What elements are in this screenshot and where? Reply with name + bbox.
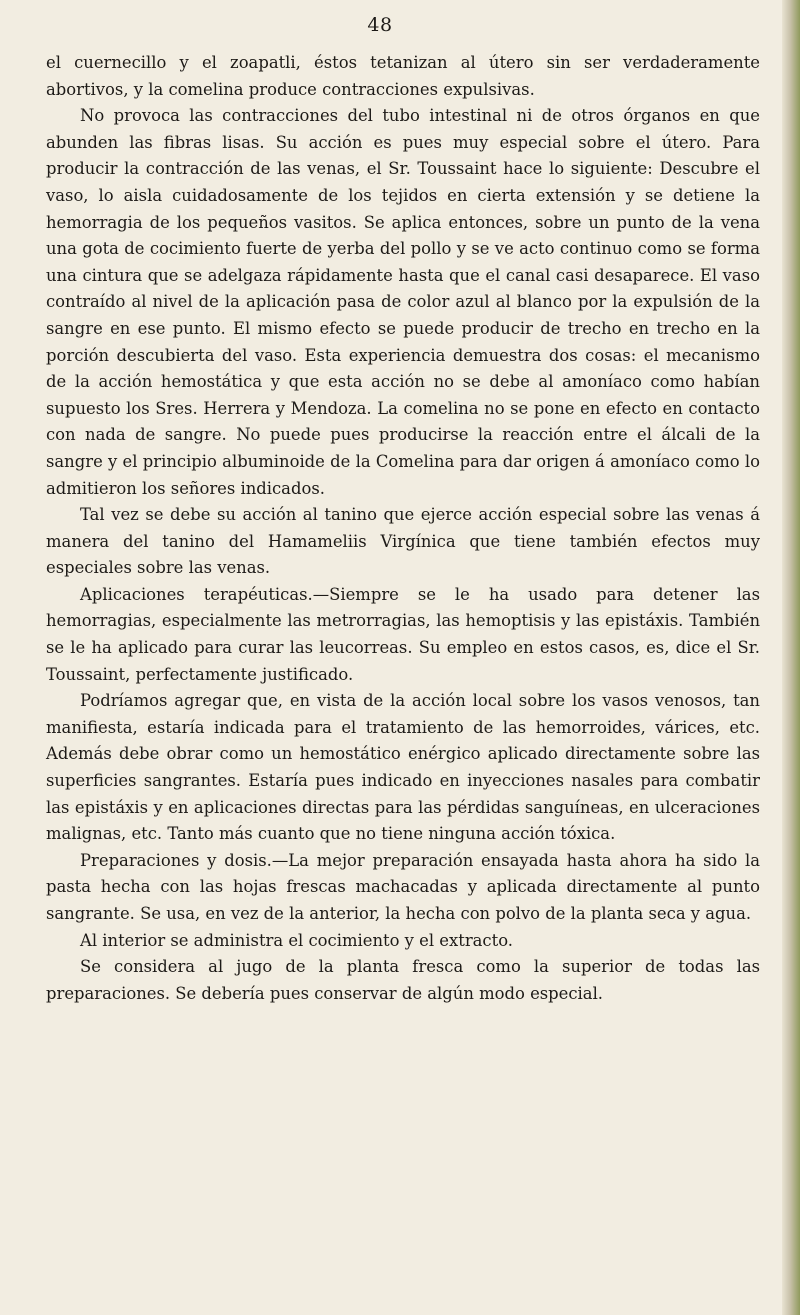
page-number: 48 xyxy=(367,14,393,36)
paragraph-2: No provoca las contracciones del tubo intestinal ni de otros órganos en que abunden las fibras lisas. Su acción es pues muy especial sobre el útero. Para producir la contracción de las venas, el Sr. Toussaint hace lo siguiente: Descubre el vaso, lo aisla cuidadosamente de los tejidos en cierta extensión y se detiene la hemorragia de los pequeños vasitos. Se aplica entonces, sobre un punto de la vena una gota de cocimiento fuerte de yerba del pollo y se ve acto continuo como se forma una cintura que se adelgaza rápidamente hasta que el canal casi desaparece. El vaso contraído al nivel de la aplicación pasa de color azul al blanco por la expulsión de la sangre en ese punto. El mismo efecto se puede producir de trecho en trecho en la porción descubierta del vaso. Esta experiencia demuestra dos cosas: el mecanismo de la acción hemostática y que esta acción no se debe al amoníaco como habían supuesto los Sres. Herrera y Mendoza. La comelina no se pone en efecto en contacto con nada de sangre. No puede pues producirse la reacción entre el álcali de la sangre y el principio albuminoide de la Comelina para dar origen á amoníaco como lo admitieron los señores indicados. xyxy=(46,106,760,498)
page-edge xyxy=(782,0,800,1315)
paragraph-8: Se considera al jugo de la planta fresca como la superior de todas las preparaciones. Se debería pues conservar de algún modo especial. xyxy=(46,957,760,1003)
paragraph-4: Aplicaciones terapéuticas.—Siempre se le ha usado para detener las hemorragias, especialmente las metrorragias, las hemoptisis y las epistáxis. También se le ha aplicado para curar las leucorreas. Su empleo en estos casos, es, dice el Sr. Toussaint, perfectamente justificado. xyxy=(46,584,760,684)
body-text xyxy=(46,50,760,1007)
paragraph-7: Al interior se administra el cocimiento y el extracto. xyxy=(80,930,513,950)
paragraph-3: Tal vez se debe su acción al tanino que ejerce acción especial sobre las venas á manera del tanino del Hamameliis Virgínica que tiene también efectos muy especiales sobre las venas. xyxy=(46,505,760,578)
paragraph-6: Preparaciones y dosis.—La mejor preparación ensayada hasta ahora ha sido la pasta hecha con las hojas frescas machacadas y aplicada directamente al punto sangrante. Se usa, en vez de la anterior, la hecha con polvo de la planta seca y agua. xyxy=(46,850,760,923)
paragraph-5: Podríamos agregar que, en vista de la acción local sobre los vasos venosos, tan manifiesta, estaría indicada para el tratamiento de las hemorroides, várices, etc. Además debe obrar como un hemostático enérgico aplicado directamente sobre las superficies sangrantes. Estaría pues indicado en inyecciones nasales para combatir las epistáxis y en aplicaciones directas para las pérdidas sanguíneas, en ulceraciones malignas, etc. Tanto más cuanto que no tiene ninguna acción tóxica. xyxy=(46,691,760,844)
paragraph-1: el cuernecillo y el zoapatli, éstos tetanizan al útero sin ser verdaderamente abortivos, y la comelina produce contracciones expulsivas. xyxy=(46,53,760,99)
